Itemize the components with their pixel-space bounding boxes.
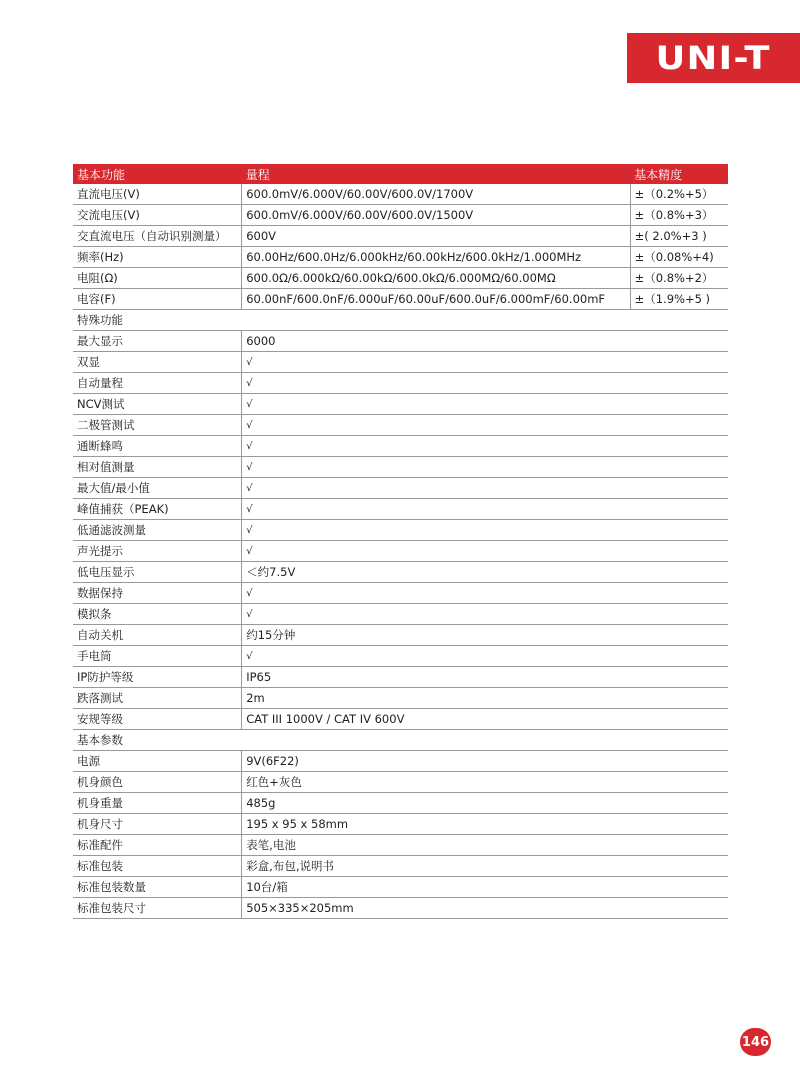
function-accuracy: ±（0.8%+3） — [630, 205, 728, 226]
section-title-params: 基本参数 — [73, 730, 728, 751]
brand-logo — [627, 33, 800, 83]
check-mark: √ — [242, 415, 728, 436]
table-row — [73, 814, 728, 835]
table-row — [73, 415, 728, 436]
function-accuracy: ±（0.2%+5） — [630, 184, 728, 205]
section-row — [73, 730, 728, 751]
spec-name: 相对值测量 — [73, 457, 242, 478]
table-row — [73, 499, 728, 520]
table-row — [73, 478, 728, 499]
spec-name: IP防护等级 — [73, 667, 242, 688]
check-mark: √ — [242, 604, 728, 625]
table-row — [73, 709, 728, 730]
spec-name: 最大值/最小值 — [73, 478, 242, 499]
check-mark: √ — [242, 457, 728, 478]
spec-name: 手电筒 — [73, 646, 242, 667]
function-name: 交流电压(V) — [73, 205, 242, 226]
table-row — [73, 268, 728, 289]
table-row — [73, 457, 728, 478]
table-row — [73, 898, 728, 919]
function-range: 600.0Ω/6.000kΩ/60.00kΩ/600.0kΩ/6.000MΩ/60.00MΩ — [242, 268, 630, 289]
table-row — [73, 394, 728, 415]
spec-table — [73, 164, 728, 919]
table-row — [73, 541, 728, 562]
check-mark: √ — [242, 541, 728, 562]
spec-value: CAT III 1000V / CAT IV 600V — [242, 709, 728, 730]
spec-name: 低电压显示 — [73, 562, 242, 583]
check-mark: √ — [242, 499, 728, 520]
table-row — [73, 226, 728, 247]
spec-name: 双显 — [73, 352, 242, 373]
check-mark: √ — [242, 583, 728, 604]
table-row — [73, 646, 728, 667]
section-title-special: 特殊功能 — [73, 310, 728, 331]
check-mark: √ — [242, 646, 728, 667]
table-row — [73, 583, 728, 604]
function-name: 电阻(Ω) — [73, 268, 242, 289]
param-value: 195 x 95 x 58mm — [242, 814, 728, 835]
param-value: 红色+灰色 — [242, 772, 728, 793]
header-range: 量程 — [242, 164, 630, 184]
param-name: 机身重量 — [73, 793, 242, 814]
function-accuracy: ±( 2.0%+3 ) — [630, 226, 728, 247]
param-name: 标准包装数量 — [73, 877, 242, 898]
table-row — [73, 793, 728, 814]
table-row — [73, 604, 728, 625]
param-name: 标准包装 — [73, 856, 242, 877]
spec-name: 自动关机 — [73, 625, 242, 646]
table-row — [73, 835, 728, 856]
header-function: 基本功能 — [73, 164, 242, 184]
param-value: 10台/箱 — [242, 877, 728, 898]
table-row — [73, 247, 728, 268]
param-value: 485g — [242, 793, 728, 814]
function-accuracy: ±（0.08%+4) — [630, 247, 728, 268]
spec-value: 约15分钟 — [242, 625, 728, 646]
table-row — [73, 352, 728, 373]
table-row — [73, 436, 728, 457]
param-name: 标准配件 — [73, 835, 242, 856]
function-range: 60.00nF/600.0nF/6.000uF/60.00uF/600.0uF/6.000mF/60.00mF — [242, 289, 630, 310]
table-header-row — [73, 164, 728, 184]
table-row — [73, 667, 728, 688]
check-mark: √ — [242, 436, 728, 457]
param-name: 机身尺寸 — [73, 814, 242, 835]
function-accuracy: ±（1.9%+5 ) — [630, 289, 728, 310]
spec-name: 安规等级 — [73, 709, 242, 730]
table-row — [73, 520, 728, 541]
spec-value: IP65 — [242, 667, 728, 688]
table-row — [73, 184, 728, 205]
table-row — [73, 856, 728, 877]
param-value: 505×335×205mm — [242, 898, 728, 919]
function-range: 600.0mV/6.000V/60.00V/600.0V/1500V — [242, 205, 630, 226]
table-row — [73, 751, 728, 772]
spec-value: 2m — [242, 688, 728, 709]
spec-name: NCV测试 — [73, 394, 242, 415]
spec-name: 跌落测试 — [73, 688, 242, 709]
param-value: 9V(6F22) — [242, 751, 728, 772]
spec-value: ＜约7.5V — [242, 562, 728, 583]
spec-name: 通断蜂鸣 — [73, 436, 242, 457]
check-mark: √ — [242, 478, 728, 499]
param-name: 电源 — [73, 751, 242, 772]
spec-name: 二极管测试 — [73, 415, 242, 436]
param-value: 彩盒,布包,说明书 — [242, 856, 728, 877]
function-name: 频率(Hz) — [73, 247, 242, 268]
spec-name: 最大显示 — [73, 331, 242, 352]
table-row — [73, 289, 728, 310]
param-value: 表笔,电池 — [242, 835, 728, 856]
page-number: 146 — [740, 1028, 771, 1056]
table-row — [73, 877, 728, 898]
check-mark: √ — [242, 352, 728, 373]
function-name: 电容(F) — [73, 289, 242, 310]
function-name: 直流电压(V) — [73, 184, 242, 205]
spec-name: 低通滤波测量 — [73, 520, 242, 541]
spec-name: 声光提示 — [73, 541, 242, 562]
check-mark: √ — [242, 520, 728, 541]
table-row — [73, 205, 728, 226]
table-row — [73, 373, 728, 394]
function-accuracy: ±（0.8%+2） — [630, 268, 728, 289]
spec-name: 数据保持 — [73, 583, 242, 604]
header-accuracy: 基本精度 — [630, 164, 728, 184]
table-row — [73, 625, 728, 646]
table-row — [73, 331, 728, 352]
spec-value: 6000 — [242, 331, 728, 352]
function-range: 60.00Hz/600.0Hz/6.000kHz/60.00kHz/600.0kHz/1.000MHz — [242, 247, 630, 268]
param-name: 机身颜色 — [73, 772, 242, 793]
table-row — [73, 772, 728, 793]
spec-name: 自动量程 — [73, 373, 242, 394]
check-mark: √ — [242, 373, 728, 394]
function-name: 交直流电压（自动识别测量） — [73, 226, 242, 247]
spec-name: 模拟条 — [73, 604, 242, 625]
spec-name: 峰值捕获（PEAK) — [73, 499, 242, 520]
section-row — [73, 310, 728, 331]
brand-logo-text: UNI-T — [655, 39, 772, 77]
param-name: 标准包装尺寸 — [73, 898, 242, 919]
table-row — [73, 562, 728, 583]
check-mark: √ — [242, 394, 728, 415]
table-row — [73, 688, 728, 709]
function-range: 600V — [242, 226, 630, 247]
function-range: 600.0mV/6.000V/60.00V/600.0V/1700V — [242, 184, 630, 205]
